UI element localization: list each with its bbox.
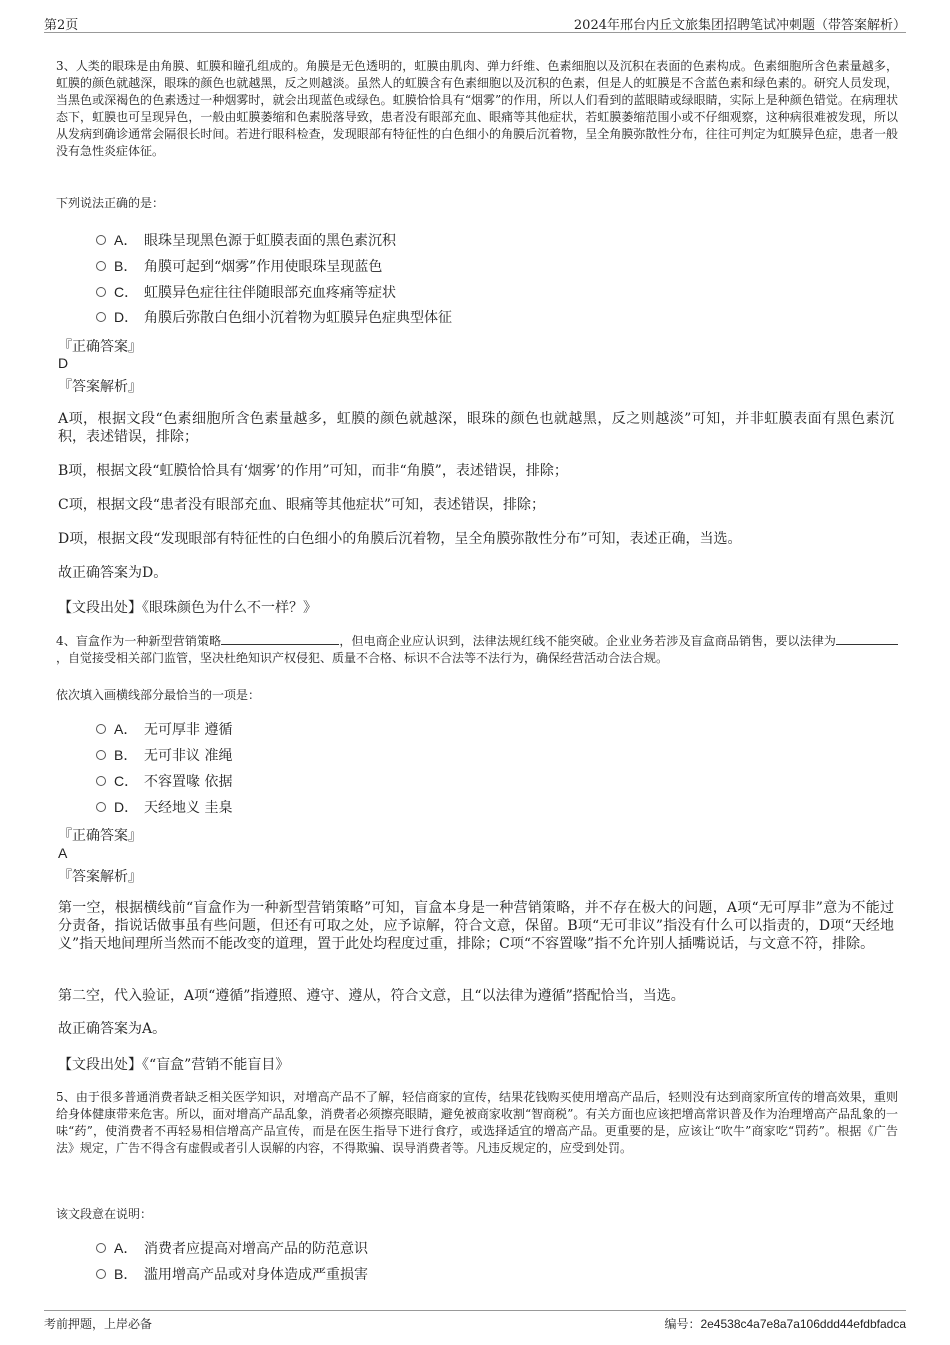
radio-icon[interactable] xyxy=(96,261,106,271)
radio-icon[interactable] xyxy=(96,750,106,760)
radio-icon[interactable] xyxy=(96,235,106,245)
q4-option-d[interactable]: D． 天经地义 圭臬 xyxy=(96,797,232,817)
q4-option-b[interactable]: B． 无可非议 准绳 xyxy=(96,745,232,765)
q3-analysis-a: A项，根据文段“色素细胞所含色素量越多，虹膜的颜色就越深，眼珠的颜色也就越黑，反之则越淡”可知，并非虹膜表面有黑色素沉积，表述错误，排除； xyxy=(58,411,894,445)
q4-option-c[interactable]: C． 不容置喙 依据 xyxy=(96,771,232,791)
radio-icon[interactable] xyxy=(96,312,106,322)
q5-passage: 5、由于很多普通消费者缺乏相关医学知识，对增高产品不了解，轻信商家的宣传，结果花钱购买使用增高产品后，轻则没有达到商家所宣传的增高效果，重则给身体健康带来危害。所以，面对增高产品乱象，消费者必须擦亮眼睛，避免被商家收割“智商税”。有关方面也应该把增高常识普及作为治理增高产品乱象的一味“药”，使消费者不再轻易相信增高产品宣传，而是在医生指导下进行食疗，或选择适宜的增高产品。更重要的是，应该让“吹牛”商家吃“罚药”。根据《广告法》规定，广告不得含有虚假或者引人误解的内容，不得欺骗、误导消费者等。凡违反规定的，应受到处罚。 xyxy=(56,1090,898,1155)
q4-answer-label: 『正确答案』 xyxy=(58,828,142,844)
q4-option-a[interactable]: A． 无可厚非 遵循 xyxy=(96,719,232,739)
q3-answer: D xyxy=(58,355,69,371)
page-header xyxy=(44,12,906,33)
q3-analysis-b: B项，根据文段“虹膜恰恰具有‘烟雾’的作用”可知，而非“角膜”，表述错误，排除； xyxy=(58,463,568,479)
q3-source: 【文段出处】《眼珠颜色为什么不一样？》 xyxy=(58,600,317,616)
page-number: 第2页 xyxy=(44,18,79,33)
q3-conclusion: 故正确答案为D。 xyxy=(58,565,168,581)
q5-option-b[interactable]: B． 滥用增高产品或对身体造成严重损害 xyxy=(96,1264,368,1284)
radio-icon[interactable] xyxy=(96,1243,106,1253)
fill-blank-2 xyxy=(836,632,898,645)
q5-stem: 该文段意在说明： xyxy=(56,1207,153,1221)
q3-option-d[interactable]: D． 角膜后弥散白色细小沉着物为虹膜异色症典型体征 xyxy=(96,307,452,327)
q4-passage: 4、盲盒作为一种新型营销策略 ，但电商企业应认识到，法律法规红线不能突破。企业业务若涉及盲盒商品销售，要以法律为，自觉接受相关部门监管，坚决杜绝知识产权侵犯、质量不合格、标识不合法等不法行为，确保经营活动合法合规。 xyxy=(56,632,898,667)
q3-analysis-c: C项，根据文段“患者没有眼部充血、眼痛等其他症状”可知，表述错误，排除； xyxy=(58,497,546,513)
q4-stem: 依次填入画横线部分最恰当的一项是： xyxy=(56,688,261,702)
radio-icon[interactable] xyxy=(96,1269,106,1279)
q3-analysis-d: D项，根据文段“发现眼部有特征性的白色细小的角膜后沉着物，呈全角膜弥散性分布”可知，表述正确，当选。 xyxy=(58,531,742,547)
q3-option-b[interactable]: B． 角膜可起到“烟雾”作用使眼珠呈现蓝色 xyxy=(96,256,382,276)
q3-stem: 下列说法正确的是： xyxy=(56,196,165,210)
q4-analysis-blank2: 第二空，代入验证，A项“遵循”指遵照、遵守、遵从，符合文意，且“以法律为遵循”搭配恰当，当选。 xyxy=(58,988,685,1004)
q3-option-a[interactable]: A． 眼珠呈现黑色源于虹膜表面的黑色素沉积 xyxy=(96,230,396,250)
document-title: 2024年邢台内丘文旅集团招聘笔试冲刺题（带答案解析） xyxy=(573,18,906,33)
fill-blank-1 xyxy=(221,632,339,645)
q4-analysis-blank1: 第一空，根据横线前“盲盒作为一种新型营销策略”可知，盲盒本身是一种营销策略，并不存在极大的问题，A项“无可厚非”意为不能过分责备，指说话做事虽有些问题，但还有可取之处，应予谅解，符合文意，保留。B项“无可非议”指没有什么可以指责的，D项“天经地义”指天地间理所当然而不能改变的道理，置于此处均程度过重，排除；C项“不容置喙”指不允许别人插嘴说话，与文意不符，排除。 xyxy=(58,900,894,952)
q4-answer: A xyxy=(58,845,68,861)
q3-passage: 3、人类的眼珠是由角膜、虹膜和瞳孔组成的。角膜是无色透明的，虹膜由肌肉、弹力纤维、色素细胞以及沉积在表面的色素构成。色素细胞所含色素量越多，虹膜的颜色就越深，眼珠的颜色也就越黑，反之则越淡。虽然人的虹膜含有色素细胞以及沉积的色素，但是人的虹膜是不含蓝色素和绿色素的。研究人员发现，当黑色或深褐色的色素透过一种烟雾时，就会出现蓝色或绿色。虹膜恰恰具有“烟雾”的作用，所以人们看到的蓝眼睛或绿眼睛，实际上是种颜色错觉。在病理状态下，虹膜也可呈现异色，一般由虹膜萎缩和色素脱落导致，患者没有眼部充血、眼痛等其他症状，若虹膜萎缩范围小或不仔细观察，这种病很难被发现，所以从发病到确诊通常会隔很长时间。若进行眼科检查，发现眼部有特征性的白色细小的角膜后沉着物，呈全角膜弥散性分布，往往可判定为虹膜异色症，患者一般没有急性炎症体征。 xyxy=(56,59,898,158)
page-footer xyxy=(44,1310,906,1333)
q4-analysis-label: 『答案解析』 xyxy=(58,869,142,885)
radio-icon[interactable] xyxy=(96,287,106,297)
q3-analysis-label: 『答案解析』 xyxy=(58,379,142,395)
radio-icon[interactable] xyxy=(96,802,106,812)
q5-option-a[interactable]: A． 消费者应提高对增高产品的防范意识 xyxy=(96,1238,368,1258)
footer-slogan: 考前押题，上岸必备 xyxy=(44,1317,153,1331)
radio-icon[interactable] xyxy=(96,776,106,786)
radio-icon[interactable] xyxy=(96,724,106,734)
q4-conclusion: 故正确答案为A。 xyxy=(58,1021,167,1037)
document-code: 编号：2e4538c4a7e8a7a106ddd44efdbfadca xyxy=(664,1317,906,1331)
q4-source: 【文段出处】《“盲盒”营销不能盲目》 xyxy=(58,1057,290,1073)
q3-option-c[interactable]: C． 虹膜异色症往往伴随眼部充血疼痛等症状 xyxy=(96,282,396,302)
q3-answer-label: 『正确答案』 xyxy=(58,339,142,355)
